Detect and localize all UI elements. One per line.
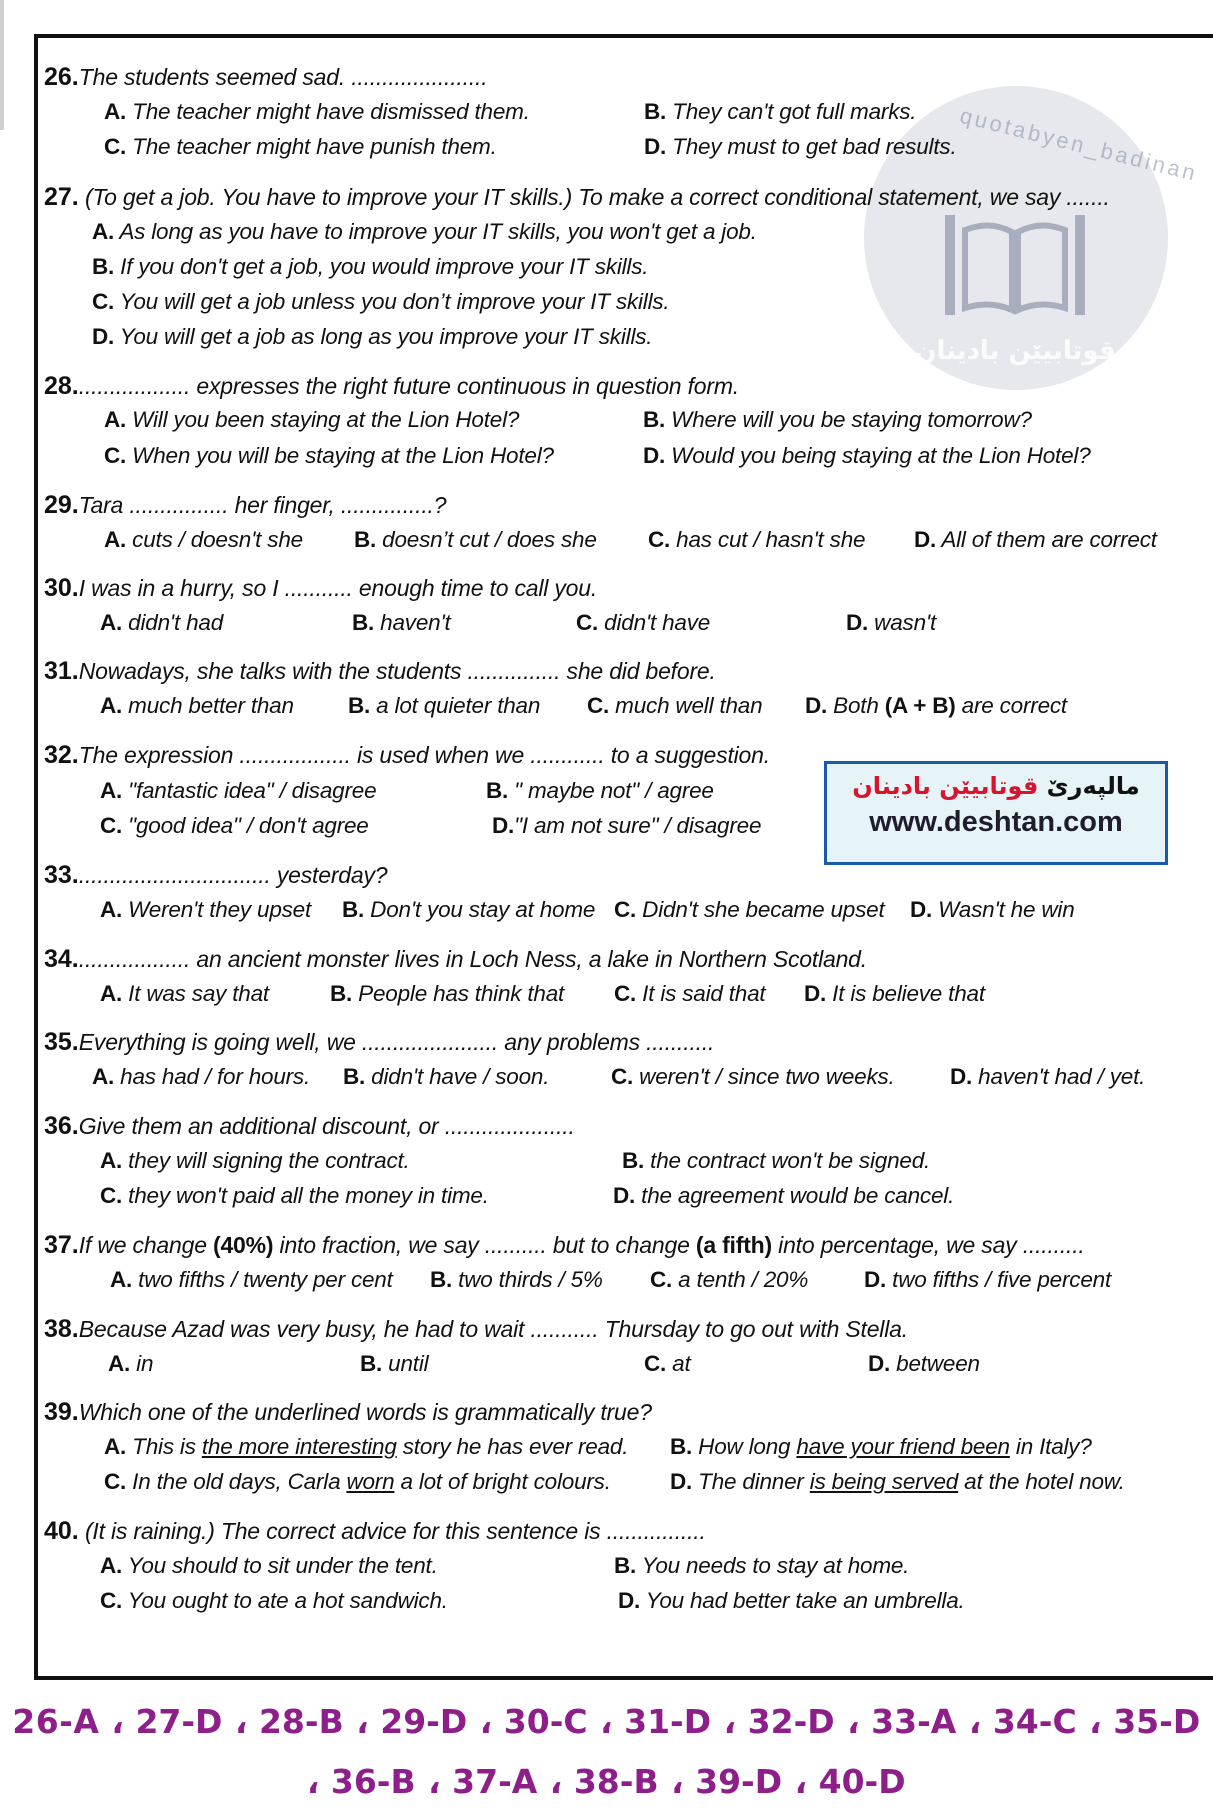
option-a [100, 1551, 438, 1581]
option-text: story he has ever read. [396, 1434, 629, 1459]
option-letter: C. [576, 610, 599, 635]
option-a [104, 1432, 628, 1462]
question-28 [44, 371, 739, 401]
option-c [587, 691, 762, 721]
option-text: You needs to stay at home. [636, 1553, 910, 1578]
option-text: Where will you be staying tomorrow? [665, 407, 1032, 432]
option-text: The dinner [692, 1469, 810, 1494]
option-text: between [890, 1351, 980, 1376]
option-letter: A. [110, 1267, 133, 1292]
option-b [342, 895, 595, 925]
option-d [643, 441, 1091, 471]
option-text: didn't have [598, 610, 711, 635]
option-letter: A. [100, 981, 123, 1006]
option-d [864, 1265, 1111, 1295]
option-letter: A. [92, 1064, 115, 1089]
option-text: " maybe not" / agree [508, 778, 714, 803]
option-letter: C. [104, 134, 127, 159]
option-text: they will signing the contract. [122, 1148, 410, 1173]
underlined-phrase: the more interesting [201, 1434, 397, 1459]
option-text: "fantastic idea" / disagree [122, 778, 377, 803]
question-37 [44, 1230, 1085, 1260]
option-letter: C. [614, 897, 637, 922]
option-b [354, 525, 597, 555]
option-a [100, 776, 376, 806]
option-text: They must to get bad results. [666, 134, 957, 159]
option-a [100, 691, 294, 721]
option-letter: D. [613, 1183, 636, 1208]
option-letter: A. [100, 1148, 123, 1173]
option-letter: A. [100, 693, 123, 718]
option-c [650, 1265, 808, 1295]
option-letter: D. [618, 1588, 641, 1613]
option-letter: C. [587, 693, 610, 718]
option-c [100, 811, 369, 841]
option-letter: B. [430, 1267, 453, 1292]
option-letter: B. [92, 254, 115, 279]
watermark-arabic: قوتابيێن بادينان [914, 336, 1116, 366]
option-text: It is said that [636, 981, 766, 1006]
question-number: 35. [44, 1028, 79, 1056]
question-stem: Everything is going well, we ...................... any problems ........... [78, 1029, 715, 1055]
question-32 [44, 740, 770, 770]
question-number: 26. [44, 63, 79, 91]
option-a [92, 217, 757, 247]
option-letter: C. [104, 443, 127, 468]
question-number: 39. [44, 1398, 79, 1426]
option-letter: A. [92, 219, 115, 244]
option-text: Weren't they upset [122, 897, 312, 922]
option-b [643, 405, 1032, 435]
edge-marker [0, 0, 4, 130]
option-text: You ought to ate a hot sandwich. [122, 1588, 448, 1613]
option-text: You will get a job unless you don’t improve your IT skills. [114, 289, 670, 314]
option-letter: D. [670, 1469, 693, 1494]
option-d [868, 1349, 980, 1379]
question-number: 32. [44, 741, 79, 769]
option-text: "good idea" / don't agree [122, 813, 369, 838]
option-b [360, 1349, 428, 1379]
option-letter: D. [950, 1064, 973, 1089]
website-banner[interactable] [824, 761, 1168, 865]
option-a [100, 1146, 410, 1176]
option-a [104, 97, 530, 127]
option-text: "I am not sure" / disagree [514, 813, 762, 838]
option-letter: A. [100, 778, 123, 803]
option-letter: D. [644, 134, 667, 159]
option-letter: C. [650, 1267, 673, 1292]
option-text: they won't paid all the money in time. [122, 1183, 489, 1208]
option-a [100, 895, 311, 925]
option-c [576, 608, 710, 638]
question-35 [44, 1027, 714, 1057]
option-d [804, 979, 985, 1009]
option-text: didn't had [122, 610, 224, 635]
option-letter: D. [864, 1267, 887, 1292]
option-d [950, 1062, 1145, 1092]
option-text: weren't / since two weeks. [633, 1064, 895, 1089]
question-stem: (It is raining.) The correct advice for this sentence is ................ [78, 1518, 706, 1544]
question-30 [44, 573, 597, 603]
question-stem: The expression .................. is used when we ............ to a suggestion. [78, 742, 770, 768]
underlined-phrase: is being served [809, 1469, 959, 1494]
option-a [92, 1062, 310, 1092]
option-c [644, 1349, 691, 1379]
option-d [670, 1467, 1125, 1497]
option-text: It is believe that [826, 981, 985, 1006]
option-text: When you will be staying at the Lion Hotel? [126, 443, 554, 468]
option-b [343, 1062, 549, 1092]
option-letter: B. [342, 897, 365, 922]
question-number: 36. [44, 1112, 79, 1140]
question-stem: Which one of the underlined words is grammatically true? [78, 1399, 652, 1425]
watermark-ring-text: quotabyen_badinan [957, 102, 1201, 187]
option-letter: C. [648, 527, 671, 552]
option-letter: B. [643, 407, 666, 432]
question-stem: .................. expresses the right future continuous in question form. [78, 373, 739, 399]
question-stem: Because Azad was very busy, he had to wait ........... Thursday to go out with Stella. [78, 1316, 908, 1342]
option-text: You will get a job as long as you improve your IT skills. [114, 324, 653, 349]
question-stem: into fraction, we say .......... but to change [273, 1232, 696, 1258]
option-a [104, 525, 303, 555]
option-b [348, 691, 540, 721]
question-number: 37. [44, 1231, 79, 1259]
option-letter: B. [352, 610, 375, 635]
option-text: You should to sit under the tent. [122, 1553, 438, 1578]
option-text: It was say that [122, 981, 269, 1006]
question-bold-term: (40%) [212, 1232, 274, 1258]
option-b [330, 979, 564, 1009]
option-letter: C. [92, 289, 115, 314]
option-a [100, 979, 269, 1009]
option-letter: A. [104, 527, 127, 552]
option-letter: C. [614, 981, 637, 1006]
option-b [352, 608, 451, 638]
option-text: All of them are correct [936, 527, 1157, 552]
option-a [100, 608, 223, 638]
option-d [914, 525, 1157, 555]
option-a [108, 1349, 153, 1379]
option-text: Don't you stay at home [364, 897, 596, 922]
option-letter: B. [348, 693, 371, 718]
option-d [910, 895, 1075, 925]
option-letter: C. [100, 1588, 123, 1613]
option-text: Both [827, 693, 885, 718]
option-text: People has think that [352, 981, 565, 1006]
option-letter: B. [343, 1064, 366, 1089]
option-letter: D. [914, 527, 937, 552]
question-number: 38. [44, 1315, 79, 1343]
question-31 [44, 656, 716, 686]
option-text: two fifths / five percent [886, 1267, 1112, 1292]
banner-prefix: مالپەرێ [1038, 772, 1140, 800]
question-stem: The students seemed sad. ...................... [78, 64, 488, 90]
option-b [622, 1146, 930, 1176]
option-c [614, 979, 765, 1009]
option-bold-text: (A + B) [884, 693, 956, 718]
option-text: doesn’t cut / does she [376, 527, 597, 552]
option-letter: A. [108, 1351, 131, 1376]
option-text: You had better take an umbrella. [640, 1588, 965, 1613]
question-stem: into percentage, we say .......... [771, 1232, 1085, 1258]
banner-url[interactable]: www.deshtan.com [869, 806, 1123, 838]
book-icon [940, 210, 1090, 320]
question-number: 28. [44, 372, 79, 400]
option-letter: C. [644, 1351, 667, 1376]
option-c [614, 895, 885, 925]
option-letter: C. [611, 1064, 634, 1089]
question-27 [44, 182, 1110, 212]
option-a [110, 1265, 393, 1295]
question-number: 40. [44, 1517, 79, 1545]
option-c [100, 1181, 489, 1211]
question-number: 27. [44, 183, 79, 211]
option-text: has had / for hours. [114, 1064, 311, 1089]
option-a [104, 405, 519, 435]
option-b [614, 1551, 909, 1581]
banner-arabic-text [827, 772, 1165, 800]
option-letter: D. [492, 813, 515, 838]
question-26 [44, 62, 487, 92]
underlined-phrase: have your friend been [796, 1434, 1010, 1459]
option-letter: C. [100, 1183, 123, 1208]
option-text: a lot of bright colours. [394, 1469, 611, 1494]
option-text: the agreement would be cancel. [635, 1183, 955, 1208]
banner-site-name: قوتابيێن بادينان [852, 772, 1039, 800]
option-b [430, 1265, 603, 1295]
option-text: are correct [955, 693, 1067, 718]
option-b [670, 1432, 1092, 1462]
option-text: much better than [122, 693, 294, 718]
option-letter: D. [846, 610, 869, 635]
option-b [486, 776, 714, 806]
option-d [805, 691, 1067, 721]
option-text: cuts / doesn't she [126, 527, 303, 552]
option-text: two fifths / twenty per cent [132, 1267, 393, 1292]
option-text: The teacher might have dismissed them. [126, 99, 530, 124]
option-c [92, 287, 669, 317]
question-number: 34. [44, 945, 79, 973]
option-letter: A. [104, 407, 127, 432]
option-d [644, 132, 957, 162]
option-text: This is [126, 1434, 202, 1459]
option-letter: D. [868, 1351, 891, 1376]
option-letter: D. [910, 897, 933, 922]
option-c [104, 132, 497, 162]
question-stem: ............................... yesterday? [78, 862, 388, 888]
option-text: much well than [609, 693, 763, 718]
option-text: in [130, 1351, 154, 1376]
option-letter: D. [92, 324, 115, 349]
question-number: 30. [44, 574, 79, 602]
option-letter: C. [100, 813, 123, 838]
question-number: 31. [44, 657, 79, 685]
option-b [92, 252, 648, 282]
answer-key-line-2: ، 36-B ، 37-A ، 38-B ، 39-D ، 40-D [306, 1762, 907, 1801]
option-text: at [666, 1351, 691, 1376]
question-stem: .................. an ancient monster lives in Loch Ness, a lake in Northern Scotland. [78, 946, 867, 972]
question-stem: I was in a hurry, so I ........... enough time to call you. [78, 575, 598, 601]
option-text: has cut / hasn't she [670, 527, 866, 552]
option-letter: B. [614, 1553, 637, 1578]
option-letter: B. [354, 527, 377, 552]
option-letter: B. [644, 99, 667, 124]
option-text: The teacher might have punish them. [126, 134, 497, 159]
option-text: haven't [374, 610, 451, 635]
option-text: In the old days, Carla [126, 1469, 347, 1494]
option-text: in Italy? [1009, 1434, 1092, 1459]
option-text: two thirds / 5% [452, 1267, 603, 1292]
question-bold-term: (a fifth) [695, 1232, 772, 1258]
question-stem: If we change [78, 1232, 213, 1258]
question-38 [44, 1314, 908, 1344]
option-c [648, 525, 865, 555]
option-letter: A. [100, 610, 123, 635]
option-c [104, 1467, 611, 1497]
question-stem: (To get a job. You have to improve your IT skills.) To make a correct conditional statement, we say ....... [78, 184, 1110, 210]
option-text: They can't got full marks. [666, 99, 917, 124]
option-d [92, 322, 652, 352]
option-letter: A. [100, 897, 123, 922]
question-39 [44, 1397, 652, 1427]
option-letter: A. [100, 1553, 123, 1578]
option-d [492, 811, 761, 841]
option-c [611, 1062, 895, 1092]
answer-key-line-1: 26-A ، 27-D ، 28-B ، 29-D ، 30-C ، 31-D ، 32-D ، 33-A ، 34-C ، 35-D [12, 1702, 1201, 1741]
option-text: a lot quieter than [370, 693, 541, 718]
option-letter: B. [622, 1148, 645, 1173]
option-text: If you don't get a job, you would improve your IT skills. [114, 254, 649, 279]
option-text: How long [692, 1434, 797, 1459]
option-letter: C. [104, 1469, 127, 1494]
option-text: a tenth / 20% [672, 1267, 809, 1292]
option-d [618, 1586, 965, 1616]
question-number: 33. [44, 861, 79, 889]
question-stem: Nowadays, she talks with the students ............... she did before. [78, 658, 716, 684]
option-text: Will you been staying at the Lion Hotel? [126, 407, 520, 432]
option-letter: B. [360, 1351, 383, 1376]
option-letter: B. [330, 981, 353, 1006]
option-text: haven't had / yet. [972, 1064, 1146, 1089]
question-40 [44, 1516, 706, 1546]
option-text: As long as you have to improve your IT skills, you won't get a job. [114, 219, 757, 244]
option-text: at the hotel now. [958, 1469, 1125, 1494]
question-number: 29. [44, 491, 79, 519]
question-33 [44, 860, 387, 890]
option-b [644, 97, 916, 127]
option-letter: D. [804, 981, 827, 1006]
option-text: Didn't she became upset [636, 897, 885, 922]
option-letter: A. [104, 1434, 127, 1459]
option-letter: B. [670, 1434, 693, 1459]
option-text: the contract won't be signed. [644, 1148, 931, 1173]
question-stem: Give them an additional discount, or ..................... [78, 1113, 575, 1139]
underlined-phrase: worn [346, 1469, 395, 1494]
option-text: Would you being staying at the Lion Hotel? [665, 443, 1091, 468]
question-stem: Tara ................ her finger, ...............? [78, 492, 447, 518]
option-d [613, 1181, 954, 1211]
question-36 [44, 1111, 575, 1141]
option-c [104, 441, 554, 471]
option-text: Wasn't he win [932, 897, 1075, 922]
option-text: didn't have / soon. [365, 1064, 550, 1089]
option-letter: A. [104, 99, 127, 124]
option-letter: D. [805, 693, 828, 718]
option-text: wasn't [868, 610, 937, 635]
option-letter: B. [486, 778, 509, 803]
question-34 [44, 944, 867, 974]
question-29 [44, 490, 446, 520]
option-c [100, 1586, 448, 1616]
option-text: until [382, 1351, 429, 1376]
option-letter: D. [643, 443, 666, 468]
option-d [846, 608, 936, 638]
